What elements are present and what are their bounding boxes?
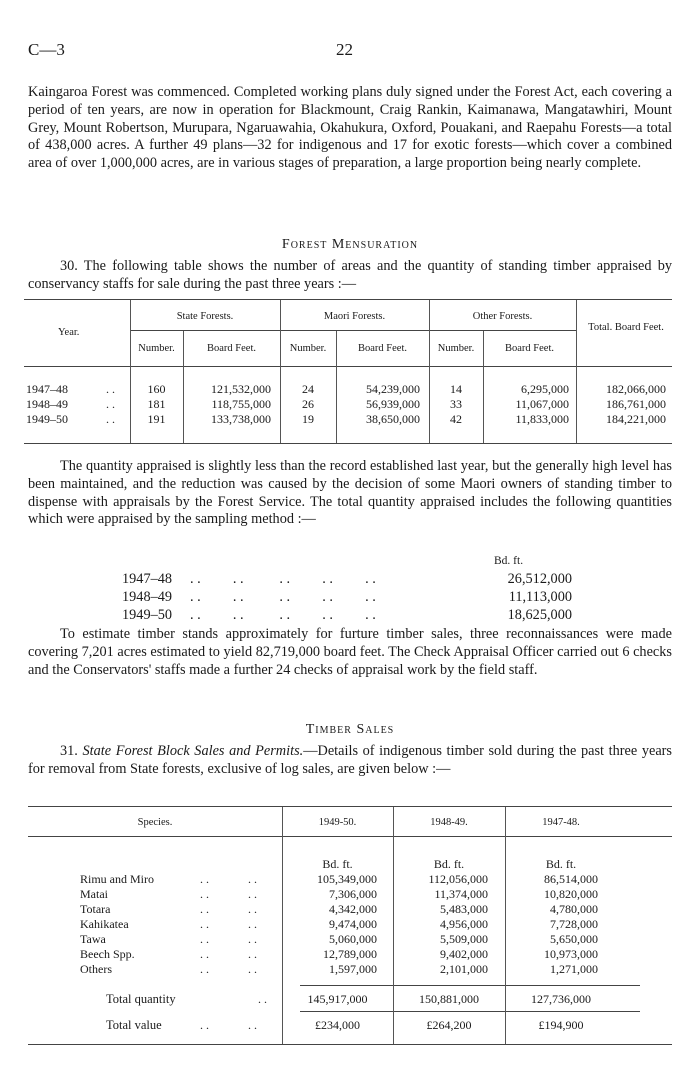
group-maori-header: Maori Forests.	[323, 311, 386, 322]
col-board-feet-header: Board Feet.	[207, 343, 256, 354]
paragraph-31	[28, 743, 672, 779]
leader-dots: . . . .	[200, 947, 257, 961]
value-1947-48: 10,973,000	[544, 947, 598, 961]
col-1948-49-header: 1948-49.	[430, 817, 468, 828]
sampling-year: 1947–48	[122, 571, 173, 587]
paragraph-30	[28, 258, 672, 294]
species-name: Matai	[80, 887, 108, 901]
other-number: 42	[450, 412, 462, 426]
col-board-feet-header: Board Feet.	[358, 343, 407, 354]
col-number-header: Number.	[289, 343, 327, 354]
value-1949-50: 12,789,000	[323, 947, 377, 961]
heading-text: Timber Sales	[305, 722, 395, 737]
state-board-feet: 121,532,000	[211, 382, 271, 396]
state-number: 160	[147, 382, 166, 396]
maori-board-feet: 38,650,000	[366, 412, 420, 426]
species-name: Kahikatea	[80, 917, 129, 931]
table-rule	[28, 1044, 672, 1045]
header-left: C—3	[28, 40, 65, 59]
maori-number: 26	[302, 397, 314, 411]
value-1948-49: 11,374,000	[434, 887, 488, 901]
paragraph-31-text: —Details of indigenous timber sold during the past three years for removal from State forests, exclusive of log sales, are given below :—	[28, 743, 672, 777]
value-1947-48: 1,271,000	[550, 962, 598, 976]
value-1949-50: 1,597,000	[329, 962, 377, 976]
col-number-header: Number.	[437, 343, 475, 354]
paragraph-31-number: 31.	[60, 743, 78, 759]
col-1949-50-header: 1949-50.	[318, 817, 357, 828]
intro-paragraph: Kaingaroa Forest was commenced. Completed working plans duly signed under the Forest Act, each covering a period of ten years, are now in operation for Blackmount, Craig Rankin, Kaimanawa, Mangatawhiri, Mount Grey, Mount Robertson, Murupara, Ngaruawahia, Okahukura, Oxford, Pouakani, and Raepahu Forests—a total of 438,000 acres. A further 49 plans—32 for indigenous and 17 for exotic forests—which cover a combined area of over 1,000,000 acres, are in various stages of preparation, a large proportion being nearly complete.	[28, 84, 672, 172]
value-1948-49: 112,056,000	[428, 872, 488, 886]
leader-dots: . . . .	[200, 917, 257, 931]
paragraph-reconnaissance-text: To estimate timber stands approximately for furture timber sales, three reconnaissances were made covering 7,201 acres estimated to yield 82,719,000 board feet. The Check Appraisal Officer carried out 6 checks and the Conservators' staffs made a further 24 checks of appraisal work by the field staff.	[28, 626, 672, 678]
paragraph-appraisal	[28, 458, 672, 529]
value-1949-50: 105,349,000	[317, 872, 377, 886]
value-1948-49: 5,483,000	[440, 902, 488, 916]
section-heading-timber-sales	[0, 721, 700, 738]
value-1949-50: 9,474,000	[329, 917, 377, 931]
sampling-value: 18,625,000	[507, 607, 572, 623]
value-1948-49: 5,509,000	[440, 932, 488, 946]
row-year: 1949–50	[26, 412, 68, 426]
leader-dots: . .	[258, 992, 267, 1006]
page-number: 22	[336, 40, 353, 59]
col-species-header: Species.	[137, 817, 173, 828]
paragraph-31-italic: State Forest Block Sales and Permits.	[82, 743, 304, 759]
total-board-feet: 184,221,000	[606, 412, 666, 426]
leader-dots: . .	[106, 382, 115, 396]
heading-text: Forest Mensuration	[281, 237, 419, 252]
table-rule	[28, 836, 672, 837]
table-rule	[24, 443, 672, 444]
leader-dots: . . . .	[200, 932, 257, 946]
paragraph-30-text: 30. The following table shows the number of areas and the quantity of standing timber appraised by conservancy staffs for sale during the past three years :—	[28, 258, 672, 292]
total-quantity-label: Total quantity	[106, 992, 176, 1006]
col-total-header: Total. Board Feet.	[588, 322, 664, 333]
leader-dots: . . . .	[200, 872, 257, 886]
value-1947-48: 5,650,000	[550, 932, 598, 946]
sampling-value: 11,113,000	[508, 589, 572, 605]
value-1947-48: 86,514,000	[544, 872, 598, 886]
table-rule	[28, 806, 672, 807]
leader-dots: . . . . . . . . . .	[190, 607, 376, 623]
col-1947-48-header: 1947-48.	[542, 817, 580, 828]
maori-board-feet: 54,239,000	[366, 382, 420, 396]
total-value-1947-48: £194,900	[538, 1018, 584, 1032]
leader-dots: . . . .	[200, 887, 257, 901]
maori-number: 19	[302, 412, 314, 426]
leader-dots: . .	[106, 412, 115, 426]
col-number-header: Number.	[138, 343, 175, 354]
maori-number: 24	[302, 382, 314, 396]
other-board-feet: 11,067,000	[515, 397, 569, 411]
table-rule	[300, 985, 640, 986]
group-other-header: Other Forests.	[472, 311, 533, 322]
row-year: 1948–49	[26, 397, 68, 411]
value-1949-50: 4,342,000	[329, 902, 377, 916]
total-quantity-1949-50: 145,917,000	[307, 992, 368, 1006]
table-rule	[300, 1011, 640, 1012]
col-board-feet-header: Board Feet.	[505, 343, 554, 354]
species-name: Totara	[80, 902, 111, 916]
other-board-feet: 6,295,000	[521, 382, 569, 396]
maori-board-feet: 56,939,000	[366, 397, 420, 411]
value-1948-49: 2,101,000	[440, 962, 488, 976]
section-heading-forest-mensuration	[0, 236, 700, 253]
paragraph-reconnaissance	[28, 626, 672, 679]
unit-label: Bd. ft.	[545, 857, 577, 871]
value-1949-50: 5,060,000	[329, 932, 377, 946]
value-1948-49: 4,956,000	[440, 917, 488, 931]
value-1949-50: 7,306,000	[329, 887, 377, 901]
sampling-value: 26,512,000	[507, 571, 572, 587]
state-number: 181	[147, 397, 166, 411]
sampling-year: 1948–49	[122, 589, 173, 605]
unit-label: Bd. ft.	[433, 857, 465, 871]
leader-dots: . . . . . . . . . .	[190, 589, 376, 605]
group-state-header: State Forests.	[176, 311, 234, 322]
state-board-feet: 118,755,000	[211, 397, 271, 411]
value-1947-48: 7,728,000	[550, 917, 598, 931]
col-year-header: Year.	[58, 327, 80, 338]
total-quantity-1947-48: 127,736,000	[531, 992, 591, 1006]
sampling-year: 1949–50	[122, 607, 173, 623]
other-number: 14	[450, 382, 462, 396]
other-number: 33	[450, 397, 462, 411]
sampling-unit: Bd. ft.	[494, 555, 524, 567]
species-name: Rimu and Miro	[80, 872, 154, 886]
row-year: 1947–48	[26, 382, 68, 396]
total-value-1948-49: £264,200	[426, 1018, 472, 1032]
total-board-feet: 186,761,000	[606, 397, 666, 411]
other-board-feet: 11,833,000	[515, 412, 569, 426]
leader-dots: . . . .	[200, 902, 257, 916]
value-1947-48: 10,820,000	[544, 887, 598, 901]
state-number: 191	[147, 412, 166, 426]
species-name: Beech Spp.	[80, 947, 135, 961]
species-name: Others	[80, 962, 112, 976]
leader-dots: . . . .	[200, 1018, 257, 1032]
total-board-feet: 182,066,000	[606, 382, 666, 396]
leader-dots: . .	[106, 397, 115, 411]
leader-dots: . . . . . . . . . .	[190, 571, 376, 587]
value-1948-49: 9,402,000	[440, 947, 488, 961]
species-name: Tawa	[80, 932, 106, 946]
unit-label: Bd. ft.	[322, 857, 353, 871]
table-rule	[24, 366, 672, 367]
state-board-feet: 133,738,000	[211, 412, 271, 426]
paragraph-appraisal-text: The quantity appraised is slightly less than the record established last year, but the generally high level has been maintained, and the reduction was caused by the decision of some Maori owners of standing timber to dispense with appraisals by the Forest Service. The total quantity appraised includes the following quantities which were appraised by the sampling method :—	[28, 458, 672, 528]
leader-dots: . . . .	[200, 962, 257, 976]
total-value-1949-50: £234,000	[315, 1018, 360, 1032]
table-rule	[130, 330, 577, 331]
total-value-label: Total value	[106, 1018, 162, 1032]
value-1947-48: 4,780,000	[550, 902, 598, 916]
total-quantity-1948-49: 150,881,000	[419, 992, 479, 1006]
table-rule	[24, 299, 672, 300]
